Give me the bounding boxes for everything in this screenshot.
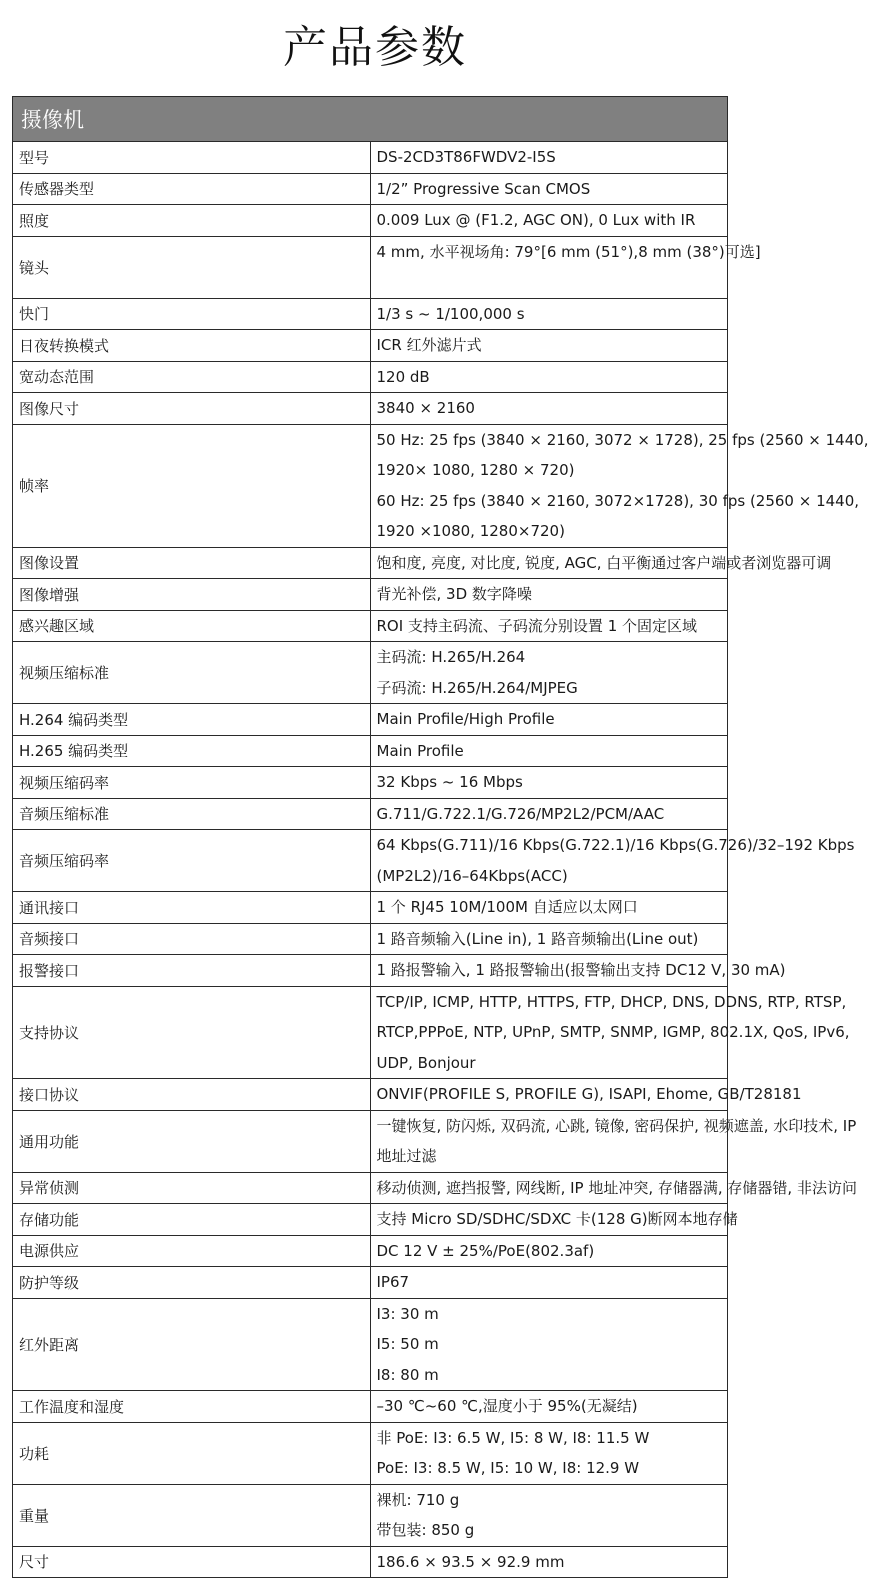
spec-value	[370, 798, 728, 830]
spec-label: 音频压缩标准	[13, 798, 371, 830]
spec-label: 宽动态范围	[13, 361, 371, 393]
spec-row	[13, 1172, 728, 1204]
spec-value	[370, 361, 728, 393]
spec-value-line: 1920 ×1080, 1280×720)	[376, 522, 565, 540]
spec-row	[13, 986, 728, 1079]
spec-value	[370, 547, 832, 579]
spec-row	[13, 361, 728, 393]
spec-value	[370, 236, 761, 298]
spec-value	[370, 1172, 857, 1204]
spec-value-line: 带包装: 850 g	[376, 1521, 475, 1539]
page-title: 产品参数	[283, 22, 467, 73]
spec-label: 快门	[13, 298, 371, 330]
spec-label: 通用功能	[13, 1110, 371, 1172]
spec-label: 重量	[13, 1484, 371, 1546]
spec-value	[370, 1079, 802, 1111]
spec-label: 音频接口	[13, 923, 371, 955]
spec-value-line: Main Profile/High Profile	[376, 710, 555, 728]
spec-value-line: I8: 80 m	[376, 1365, 439, 1384]
spec-value-line: I3: 30 m	[376, 1304, 439, 1323]
spec-value-line: 主码流: H.265/H.264	[376, 648, 526, 666]
spec-value	[370, 142, 728, 174]
spec-label: 防护等级	[13, 1267, 371, 1299]
spec-value-line: Main Profile	[376, 741, 464, 760]
spec-value-line: 1/2” Progressive Scan CMOS	[376, 179, 591, 198]
spec-row	[13, 142, 728, 174]
spec-row	[13, 767, 728, 799]
spec-row	[13, 205, 728, 237]
spec-value	[370, 1391, 728, 1423]
spec-label: 镜头	[13, 236, 371, 298]
spec-row	[13, 735, 728, 767]
spec-label: 图像增强	[13, 579, 371, 611]
spec-label: H.265 编码类型	[13, 735, 371, 767]
spec-row	[13, 1235, 728, 1267]
spec-value-line: TCP/IP, ICMP, HTTP, HTTPS, FTP, DHCP, DNS, DDNS, RTP, RTSP,	[376, 992, 847, 1011]
spec-value-line: 4 mm, 水平视场角: 79°[6 mm (51°),8 mm (38°)可选]	[376, 242, 761, 261]
spec-label: 功耗	[13, 1422, 371, 1484]
spec-label: 支持协议	[13, 986, 371, 1079]
spec-label: 感兴趣区域	[13, 610, 371, 642]
spec-value-line: IP67	[376, 1273, 410, 1291]
spec-value-line: 32 Kbps ~ 16 Mbps	[376, 773, 523, 791]
spec-row	[13, 798, 728, 830]
spec-value	[370, 424, 869, 547]
spec-row	[13, 393, 728, 425]
spec-value-line: 3840 × 2160	[376, 399, 475, 417]
spec-row	[13, 1204, 728, 1236]
spec-row	[13, 1546, 728, 1578]
spec-value-line: 移动侦测, 遮挡报警, 网线断, IP 地址冲突, 存储器满, 存储器错, 非法访问	[376, 1178, 857, 1197]
spec-value-line: DC 12 V ± 25%/PoE(802.3af)	[376, 1241, 595, 1260]
spec-label: 红外距离	[13, 1298, 371, 1391]
spec-row	[13, 1267, 728, 1299]
spec-value	[370, 1298, 728, 1391]
spec-row	[13, 424, 728, 547]
spec-value-line: 1/3 s ~ 1/100,000 s	[376, 304, 525, 323]
spec-value-line: PoE: I3: 8.5 W, I5: 10 W, I8: 12.9 W	[376, 1459, 640, 1477]
spec-row	[13, 1298, 728, 1391]
spec-value	[370, 704, 728, 736]
spec-value-line: DS-2CD3T86FWDV2-I5S	[376, 148, 556, 166]
spec-row	[13, 236, 728, 298]
spec-row	[13, 955, 728, 987]
spec-row	[13, 1484, 728, 1546]
spec-value-line: 60 Hz: 25 fps (3840 × 2160, 3072×1728), 30 fps (2560 × 1440,	[376, 491, 860, 510]
spec-label: 报警接口	[13, 955, 371, 987]
spec-row	[13, 173, 728, 205]
spec-row	[13, 1110, 728, 1172]
spec-label: 图像尺寸	[13, 393, 371, 425]
spec-row	[13, 1391, 728, 1423]
spec-label: 电源供应	[13, 1235, 371, 1267]
spec-value-line: 50 Hz: 25 fps (3840 × 2160, 3072 × 1728), 25 fps (2560 × 1440,	[376, 430, 869, 449]
section-title: 摄像机	[13, 97, 728, 142]
spec-value-line: I5: 50 m	[376, 1335, 439, 1353]
spec-value-line: 支持 Micro SD/SDHC/SDXC 卡(128 G)断网本地存储	[376, 1210, 738, 1228]
spec-value	[370, 1546, 728, 1578]
spec-value-line: 地址过滤	[376, 1147, 437, 1165]
spec-value	[370, 1204, 738, 1236]
spec-value-line: 1920× 1080, 1280 × 720)	[376, 461, 575, 479]
spec-value	[370, 1484, 728, 1546]
spec-row	[13, 330, 728, 362]
spec-label: 图像设置	[13, 547, 371, 579]
spec-row	[13, 1079, 728, 1111]
spec-value-line: RTCP,PPPoE, NTP, UPnP, SMTP, SNMP, IGMP, 802.1X, QoS, IPv6,	[376, 1023, 850, 1041]
spec-label: 工作温度和湿度	[13, 1391, 371, 1423]
spec-row	[13, 1422, 728, 1484]
spec-label: 日夜转换模式	[13, 330, 371, 362]
spec-label: 尺寸	[13, 1546, 371, 1578]
spec-value	[370, 642, 728, 704]
spec-value-line: ICR 红外滤片式	[376, 336, 482, 354]
spec-value-line: 0.009 Lux @ (F1.2, AGC ON), 0 Lux with IR	[376, 211, 696, 229]
spec-value	[370, 767, 728, 799]
spec-value	[370, 1422, 728, 1484]
spec-value	[370, 923, 728, 955]
spec-value-line: 背光补偿, 3D 数字降噪	[376, 585, 532, 603]
spec-value-line: 非 PoE: I3: 6.5 W, I5: 8 W, I8: 11.5 W	[376, 1428, 650, 1447]
spec-value	[370, 330, 728, 362]
spec-label: H.264 编码类型	[13, 704, 371, 736]
spec-value	[370, 610, 728, 642]
spec-label: 存储功能	[13, 1204, 371, 1236]
spec-value	[370, 830, 855, 892]
spec-label: 传感器类型	[13, 173, 371, 205]
spec-label: 视频压缩标准	[13, 642, 371, 704]
spec-value-line: 64 Kbps(G.711)/16 Kbps(G.722.1)/16 Kbps(G.726)/32–192 Kbps	[376, 836, 855, 854]
spec-value	[370, 393, 728, 425]
spec-row	[13, 298, 728, 330]
spec-value	[370, 298, 728, 330]
spec-value-line	[377, 267, 722, 298]
spec-row	[13, 704, 728, 736]
spec-value	[370, 735, 728, 767]
spec-row	[13, 923, 728, 955]
spec-value-line: (MP2L2)/16–64Kbps(ACC)	[376, 866, 568, 885]
spec-value-line: ONVIF(PROFILE S, PROFILE G), ISAPI, Ehome, GB/T28181	[376, 1085, 802, 1103]
spec-label: 异常侦测	[13, 1172, 371, 1204]
spec-label: 帧率	[13, 424, 371, 547]
spec-row	[13, 579, 728, 611]
spec-label: 照度	[13, 205, 371, 237]
spec-value	[370, 205, 728, 237]
spec-label: 型号	[13, 142, 371, 174]
spec-value	[370, 892, 728, 924]
spec-row	[13, 830, 728, 892]
spec-value-line: 子码流: H.265/H.264/MJPEG	[376, 678, 578, 697]
spec-value	[370, 955, 786, 987]
spec-table	[12, 96, 869, 1578]
spec-value	[370, 173, 728, 205]
spec-value-line: UDP, Bonjour	[376, 1053, 476, 1072]
spec-value	[370, 579, 728, 611]
spec-row	[13, 642, 728, 704]
spec-label: 视频压缩码率	[13, 767, 371, 799]
spec-row	[13, 547, 728, 579]
spec-value-line: 1 个 RJ45 10M/100M 自适应以太网口	[376, 898, 638, 916]
spec-value	[370, 986, 850, 1079]
spec-value-line: 饱和度, 亮度, 对比度, 锐度, AGC, 白平衡通过客户端或者浏览器可调	[376, 553, 832, 572]
spec-label: 接口协议	[13, 1079, 371, 1111]
spec-value-line: 一键恢复, 防闪烁, 双码流, 心跳, 镜像, 密码保护, 视频遮盖, 水印技术, IP	[376, 1116, 857, 1135]
spec-label: 音频压缩码率	[13, 830, 371, 892]
spec-value-line: 1 路音频输入(Line in), 1 路音频输出(Line out)	[376, 929, 699, 948]
spec-value-line: 1 路报警输入, 1 路报警输出(报警输出支持 DC12 V, 30 mA)	[376, 961, 786, 979]
spec-value-line: 裸机: 710 g	[376, 1490, 460, 1509]
spec-value	[370, 1110, 857, 1172]
spec-value	[370, 1235, 728, 1267]
spec-value-line: 120 dB	[376, 367, 430, 386]
spec-value-line: ROI 支持主码流、子码流分别设置 1 个固定区域	[376, 616, 698, 635]
spec-row	[13, 610, 728, 642]
spec-label: 通讯接口	[13, 892, 371, 924]
spec-value-line: –30 ℃~60 ℃,湿度小于 95%(无凝结)	[376, 1397, 638, 1415]
spec-row	[13, 892, 728, 924]
section-header-row	[13, 97, 728, 142]
spec-value	[370, 1267, 728, 1299]
spec-value-line: G.711/G.722.1/G.726/MP2L2/PCM/AAC	[376, 804, 665, 823]
spec-value-line: 186.6 × 93.5 × 92.9 mm	[376, 1552, 565, 1571]
